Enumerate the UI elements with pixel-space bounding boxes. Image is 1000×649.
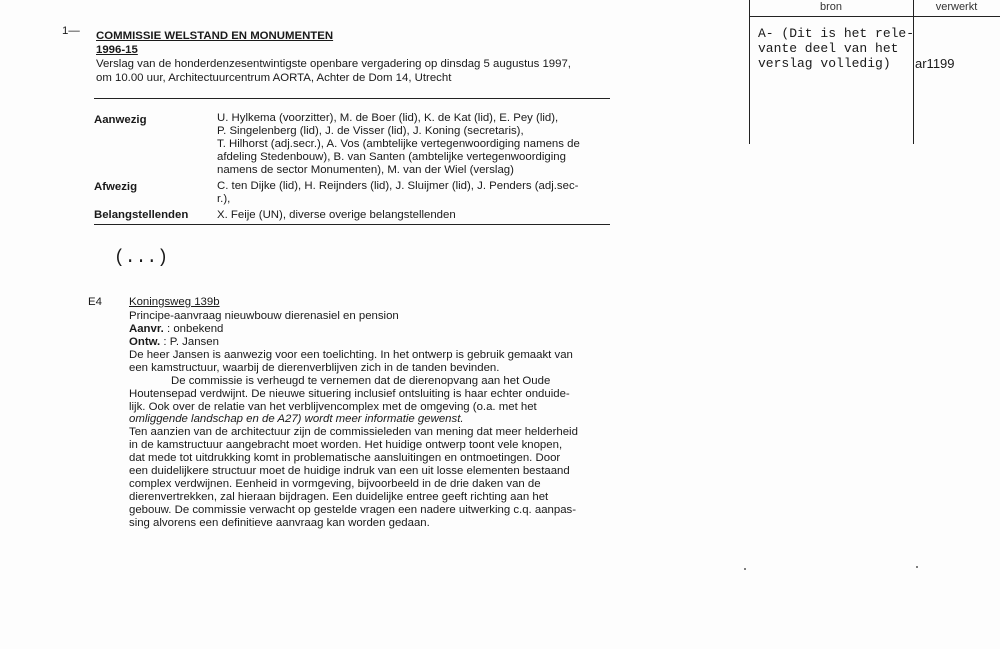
applicant-value: : onbekend	[167, 323, 224, 335]
applicant-label: Aanvr.	[129, 323, 164, 335]
body-line: De heer Jansen is aanwezig voor een toelichting. In het ontwerp is gebruik gemaakt van	[129, 349, 573, 361]
item-subject: Principe-aanvraag nieuwbouw dierenasiel en pension	[129, 310, 399, 322]
absent-line: r.),	[217, 192, 231, 205]
absent-list	[217, 180, 578, 206]
source-header: bron	[819, 1, 843, 13]
present-line: afdeling Stedenbouw), B. van Santen (ambtelijke vertegenwoordiging	[217, 150, 566, 163]
designer-value: : P. Jansen	[163, 336, 219, 348]
body-line: lijk. Ook over de relatie van het verblijvencomplex met de omgeving (o.a. met het	[129, 400, 537, 413]
item-body	[129, 349, 578, 529]
designer-label: Ontw.	[129, 336, 161, 348]
report-year: 1996-15	[96, 44, 138, 56]
note-line: vante deel van het	[758, 41, 899, 56]
stakeholders-label: Belangstellenden	[94, 209, 189, 221]
body-line: een kamstructuur, waarbij de dierenverblijven zich in de tanden bevinden.	[129, 361, 500, 374]
side-table-left-border	[749, 0, 750, 144]
body-line: Houtensepad verdwijnt. De nieuwe situering inclusief ontsluiting is haar echter onduide-	[129, 387, 570, 400]
item-code: E4	[88, 296, 102, 308]
body-line: Ten aanzien van de architectuur zijn de commissieleden van mening dat meer helderheid	[129, 426, 578, 439]
side-table-header-rule	[749, 16, 1000, 17]
body-line: De commissie is verheugd te vernemen dat de dierenopvang aan het Oude	[171, 374, 551, 387]
meeting-line-1: Verslag van de honderdenzesentwintigste openbare vergadering op dinsdag 5 augustus 1997,	[96, 58, 571, 70]
meeting-line-2: om 10.00 uur, Architectuurcentrum AORTA, Achter de Dom 14, Utrecht	[96, 72, 452, 84]
stakeholders-line: X. Feije (UN), diverse overige belangstellenden	[217, 209, 456, 221]
margin-mark: 1—	[62, 25, 80, 37]
item-address: Koningsweg 139b	[129, 296, 220, 308]
absent-line: C. ten Dijke (lid), H. Reijnders (lid), J. Sluijmer (lid), J. Penders (adj.sec-	[217, 180, 579, 192]
designer-row	[129, 335, 219, 349]
body-line: dierenvertrekken, zal hieraan bijdragen. Een duidelijke entree geeft richting aan het	[129, 490, 549, 503]
applicant-row	[129, 322, 223, 336]
present-line: namens de sector Monumenten), M. van der Wiel (verslag)	[217, 163, 514, 176]
ellipsis: (...)	[114, 248, 169, 268]
present-line: U. Hylkema (voorzitter), M. de Boer (lid), K. de Kat (lid), E. Pey (lid),	[217, 112, 559, 124]
absent-label: Afwezig	[94, 181, 138, 193]
body-line: gebouw. De commissie verwacht op gestelde vragen een nadere uitwerking c.q. aanpas-	[129, 503, 577, 516]
body-line: complex verdwijnen. Eenheid in vormgeving, bijvoorbeeld in de drie daken van de	[129, 477, 541, 490]
committee-title: COMMISSIE WELSTAND EN MONUMENTEN	[96, 30, 334, 42]
source-note	[758, 26, 914, 71]
body-line: een duidelijkere structuur moet de huidige indruk van een uit losse elementen bestaand	[129, 465, 570, 478]
header-divider	[94, 98, 610, 99]
note-line: verslag volledig)	[758, 56, 891, 71]
body-line: omliggende landschap en de A27) wordt meer informatie gewenst.	[129, 413, 464, 426]
present-label: Aanwezig	[94, 114, 147, 126]
archive-reference: ar1199	[915, 56, 955, 71]
present-list	[217, 112, 580, 176]
body-line: sing alvorens een definitieve aanvraag kan worden gedaan.	[129, 516, 430, 529]
processed-header: verwerkt	[935, 1, 978, 13]
attendance-divider	[94, 224, 610, 225]
present-line: P. Singelenberg (lid), J. de Visser (lid), J. Koning (secretaris),	[217, 124, 524, 137]
present-line: T. Hilhorst (adj.secr.), A. Vos (ambtelijke vertegenwoordiging namens de	[217, 137, 580, 150]
note-line: A- (Dit is het rele-	[758, 26, 915, 41]
scan-speck	[744, 568, 746, 570]
scan-speck	[916, 566, 918, 568]
body-line: in de kamstructuur aangebracht moet worden. Het huidige ontwerp toont vele knopen,	[129, 439, 563, 452]
body-line: dat mede tot uitdrukking komt in problematische aansluitingen en ontmoetingen. Door	[129, 452, 561, 465]
side-table-column-divider	[913, 0, 914, 144]
